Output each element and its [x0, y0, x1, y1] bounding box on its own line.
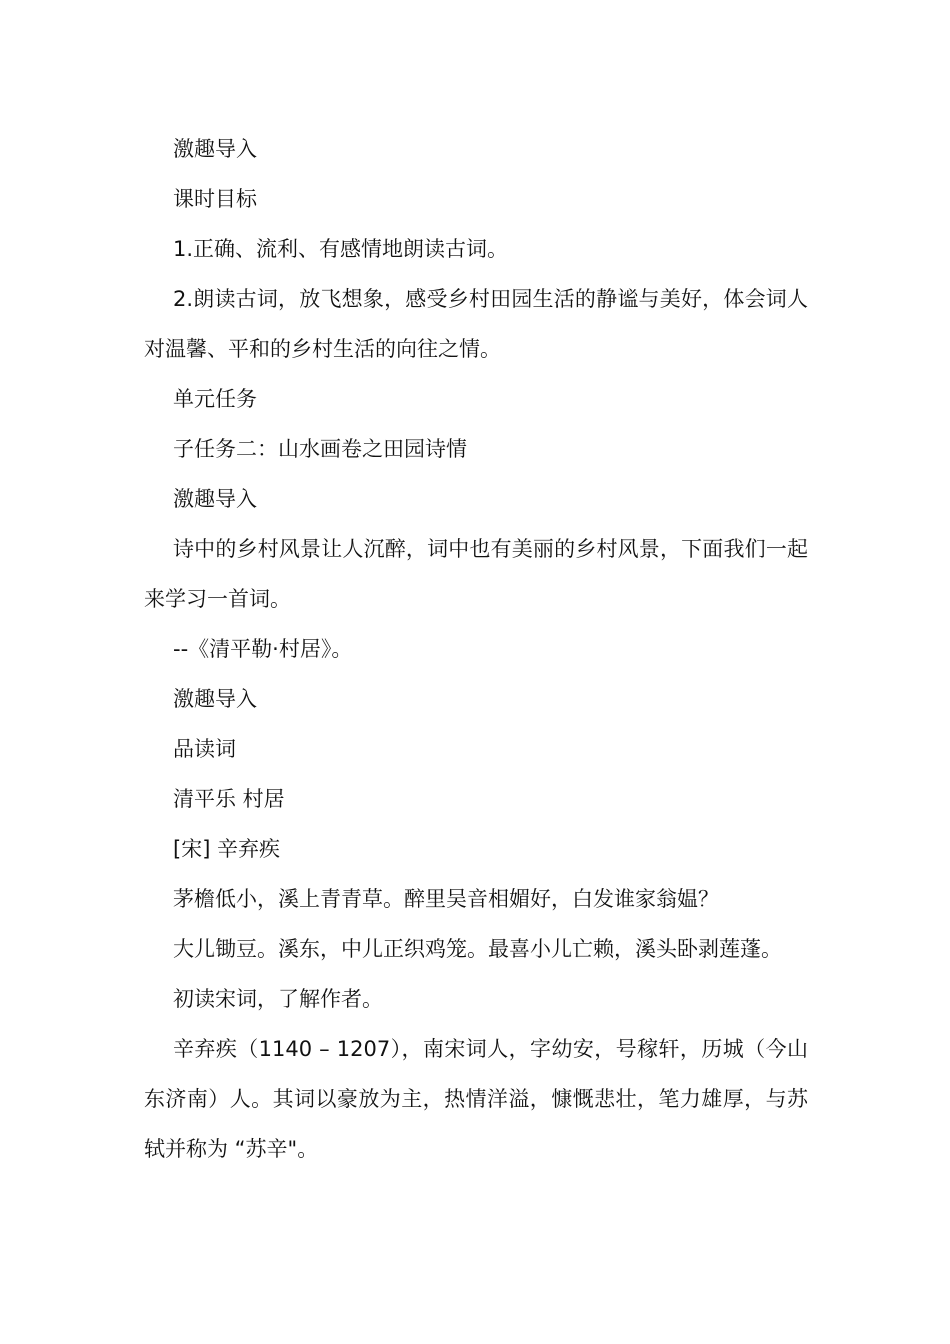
author-bio: 辛弃疾（1140 – 1207），南宋词人，字幼安，号稼轩，历城（今山东济南）人。其词以豪放为主，热情洋溢，慷慨悲壮，笔力雄厚，与苏轼并称为 “苏辛"。 — [144, 1037, 808, 1161]
goal-item-1: 1.正确、流利、有感情地朗读古词。 — [173, 237, 509, 261]
poem-author: [宋] 辛弃疾 — [173, 837, 281, 861]
intro-paragraph: 诗中的乡村风景让人沉醉，词中也有美丽的乡村风景，下面我们一起来学习一首词。 — [144, 537, 808, 611]
heading-lesson-goals: 课时目标 — [173, 187, 257, 211]
heading-intro-3: 激趣导入 — [173, 687, 257, 711]
document-body — [144, 124, 808, 1174]
poem-title: 清平乐 村居 — [173, 787, 285, 811]
poem-reference: --《清平勒·村居》。 — [173, 637, 353, 661]
goal-item-2: 2.朗读古词，放飞想象，感受乡村田园生活的静谧与美好，体会词人对温馨、平和的乡村生活的向往之情。 — [144, 287, 808, 361]
subtask-title: 子任务二：山水画卷之田园诗情 — [173, 437, 467, 461]
heading-author-intro: 初读宋词，了解作者。 — [173, 987, 383, 1011]
heading-unit-task: 单元任务 — [173, 387, 257, 411]
poem-stanza-1: 茅檐低小，溪上青青草。醉里吴音相媚好，白发谁家翁媪？ — [173, 887, 719, 911]
heading-intro-2: 激趣导入 — [173, 487, 257, 511]
poem-stanza-2: 大儿锄豆。溪东，中儿正织鸡笼。最喜小儿亡赖，溪头卧剥莲蓬。 — [173, 937, 782, 961]
heading-intro: 激趣导入 — [173, 137, 257, 161]
heading-read-poem: 品读词 — [173, 737, 236, 761]
